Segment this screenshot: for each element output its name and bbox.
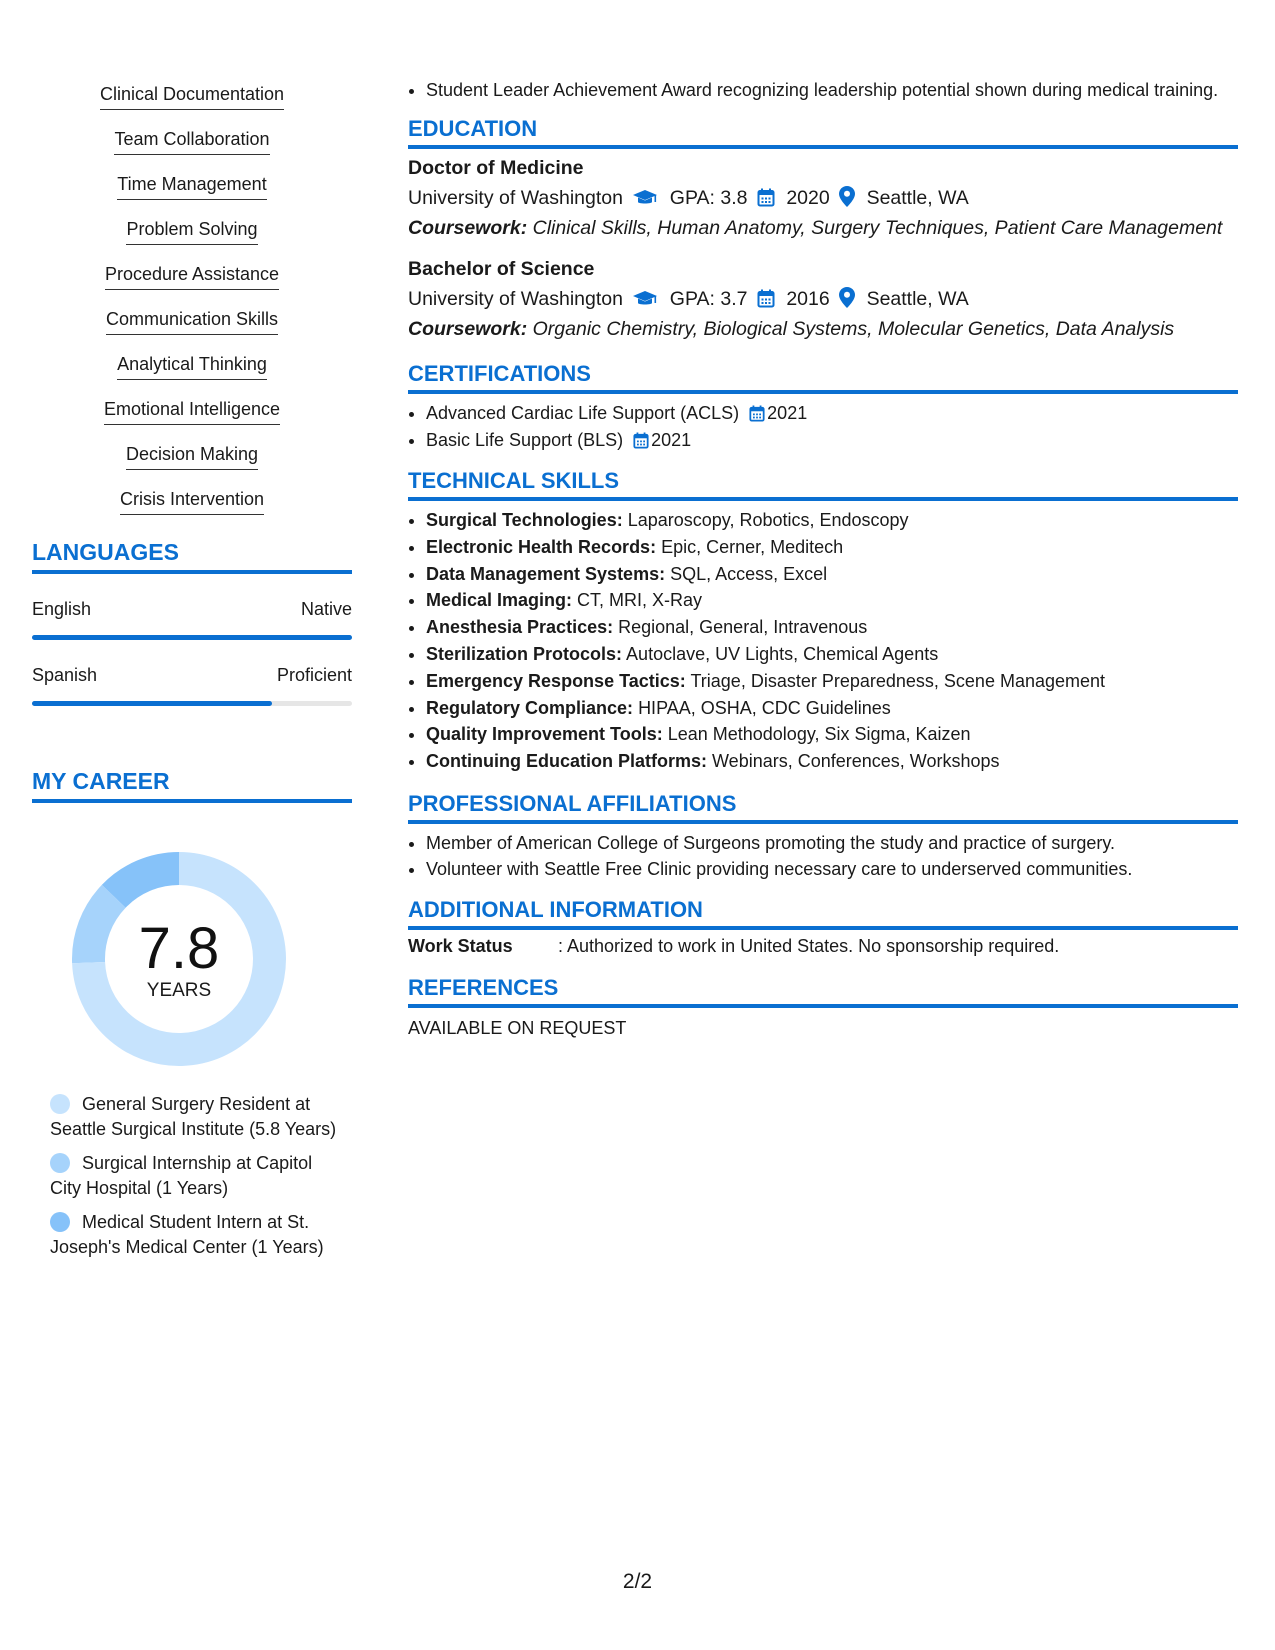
language-name: Spanish	[32, 665, 98, 685]
technical-skill-item	[426, 614, 1238, 641]
graduation-cap-icon	[632, 189, 658, 207]
technical-skill-item	[426, 587, 1238, 614]
gpa: GPA: 3.7	[669, 288, 748, 310]
technical-skill-item	[426, 641, 1238, 668]
skill-item	[32, 129, 352, 174]
technical-skill-value: Triage, Disaster Preparedness, Scene Management	[690, 670, 1106, 691]
work-status-label: Work Status	[408, 935, 513, 956]
calendar-icon	[749, 405, 765, 422]
legend-dot	[50, 1212, 70, 1232]
gpa: GPA: 3.8	[669, 187, 748, 209]
work-status-value: : Authorized to work in United States. No sponsorship required.	[558, 935, 1060, 956]
certification-year: 2021	[651, 430, 692, 450]
technical-skill-label: Electronic Health Records:	[426, 536, 657, 557]
career-legend-label: Medical Student Intern at St. Joseph's Medical Center (1 Years)	[50, 1212, 324, 1257]
coursework	[408, 216, 1238, 240]
skill-item	[32, 84, 352, 129]
skill-label: Decision Making	[126, 444, 258, 470]
technical-skill-value: SQL, Access, Excel	[670, 563, 828, 584]
affiliations-heading: PROFESSIONAL AFFILIATIONS	[408, 791, 1238, 824]
skill-label: Team Collaboration	[114, 129, 269, 155]
school-name: University of Washington	[408, 187, 623, 209]
career-legend-item	[50, 1092, 340, 1142]
certification-name: Advanced Cardiac Life Support (ACLS)	[426, 403, 740, 423]
technical-skill-label: Quality Improvement Tools:	[426, 724, 663, 745]
certification-name: Basic Life Support (BLS)	[426, 430, 624, 450]
skill-item	[32, 174, 352, 219]
skill-label: Clinical Documentation	[100, 84, 284, 110]
location-pin-icon	[839, 287, 855, 308]
skill-item	[32, 309, 352, 354]
references-text: AVAILABLE ON REQUEST	[408, 1017, 627, 1038]
technical-skill-value: Autoclave, UV Lights, Chemical Agents	[626, 643, 939, 664]
skill-item	[32, 399, 352, 444]
additional-info-section	[408, 897, 1238, 957]
technical-skill-label: Regulatory Compliance:	[426, 697, 634, 718]
coursework-text: Clinical Skills, Human Anatomy, Surgery Techniques, Patient Care Management	[532, 217, 1223, 239]
skill-label: Procedure Assistance	[105, 264, 279, 290]
certifications-list	[408, 400, 1238, 454]
education-meta	[408, 186, 1238, 210]
technical-skill-item	[426, 668, 1238, 695]
legend-dot	[50, 1094, 70, 1114]
career-total	[66, 916, 292, 1002]
technical-skill-value: CT, MRI, X-Ray	[577, 590, 703, 611]
technical-skills-section	[408, 468, 1238, 775]
technical-skill-label: Surgical Technologies:	[426, 510, 623, 530]
technical-skill-value: Lean Methodology, Six Sigma, Kaizen	[667, 724, 971, 745]
certification-item	[426, 427, 1238, 454]
career-legend-label: Surgical Internship at Capitol City Hospital (1 Years)	[50, 1153, 313, 1198]
technical-skills-heading: TECHNICAL SKILLS	[408, 468, 1238, 501]
education-meta	[408, 287, 1238, 311]
certifications-heading: CERTIFICATIONS	[408, 361, 1238, 394]
left-column	[32, 84, 352, 1257]
career-legend-item	[50, 1151, 340, 1201]
affiliations-section	[408, 791, 1238, 883]
technical-skill-label: Data Management Systems:	[426, 563, 666, 584]
career-heading: MY CAREER	[32, 768, 352, 803]
career-legend-label: General Surgery Resident at Seattle Surgical Institute (5.8 Years)	[50, 1094, 337, 1139]
coursework	[408, 317, 1238, 341]
technical-skill-value: Epic, Cerner, Meditech	[661, 536, 844, 557]
certification-item	[426, 400, 1238, 427]
education-section	[408, 116, 1238, 341]
graduation-year: 2016	[786, 288, 830, 310]
technical-skill-label: Anesthesia Practices:	[426, 617, 614, 638]
language-level: Proficient	[276, 665, 352, 685]
skill-item	[32, 444, 352, 489]
skill-item	[32, 219, 352, 264]
skill-item	[32, 264, 352, 309]
coursework-text: Organic Chemistry, Biological Systems, Molecular Genetics, Data Analysis	[532, 318, 1175, 340]
technical-skill-item	[426, 561, 1238, 588]
language-bar-fill	[32, 635, 352, 640]
languages-heading: LANGUAGES	[32, 539, 352, 574]
skill-label: Time Management	[117, 174, 266, 200]
technical-skill-item	[426, 748, 1238, 775]
skill-label: Emotional Intelligence	[104, 399, 280, 425]
career-legend	[50, 1092, 340, 1269]
technical-skill-value: Webinars, Conferences, Workshops	[712, 751, 1000, 772]
legend-dot	[50, 1153, 70, 1173]
career-total-value: 7.8	[138, 916, 220, 981]
education-entry	[408, 157, 1238, 240]
language-bar	[32, 635, 352, 640]
education-heading: EDUCATION	[408, 116, 1238, 149]
language-bar-fill	[32, 701, 272, 706]
technical-skill-value: Laparoscopy, Robotics, Endoscopy	[627, 510, 909, 530]
career-total-unit: YEARS	[146, 980, 212, 1001]
language-level: Native	[300, 599, 352, 619]
skill-label: Problem Solving	[126, 219, 257, 245]
technical-skill-item	[426, 534, 1238, 561]
affiliation-item: • Member of American College of Surgeons promoting the study and practice of surgery.	[426, 830, 1238, 857]
graduation-year: 2020	[786, 187, 830, 209]
page-number: 2/2	[622, 1570, 653, 1593]
certifications-section	[408, 361, 1238, 454]
additional-info-heading: ADDITIONAL INFORMATION	[408, 897, 1238, 930]
calendar-icon	[633, 432, 649, 449]
affiliations-list	[408, 830, 1238, 883]
coursework-label: Coursework:	[408, 318, 528, 340]
technical-skill-value: HIPAA, OSHA, CDC Guidelines	[638, 697, 891, 718]
certification-year: 2021	[767, 403, 808, 423]
location-pin-icon	[839, 186, 855, 207]
language-name: English	[32, 599, 92, 619]
career-legend-item	[50, 1210, 340, 1260]
technical-skill-label: Medical Imaging:	[426, 590, 573, 611]
skill-label: Communication Skills	[106, 309, 278, 335]
references-heading: REFERENCES	[408, 975, 1238, 1008]
skill-label: Analytical Thinking	[117, 354, 267, 380]
affiliation-item: • Volunteer with Seattle Free Clinic providing necessary care to underserved communities.	[426, 856, 1238, 883]
references-section	[408, 975, 1238, 1039]
skill-item	[32, 354, 352, 399]
education-entry	[408, 258, 1238, 341]
technical-skill-label: Continuing Education Platforms:	[426, 751, 707, 772]
school-name: University of Washington	[408, 288, 623, 310]
technical-skill-label: Sterilization Protocols:	[426, 643, 623, 664]
calendar-icon	[757, 188, 775, 207]
graduation-cap-icon	[632, 290, 658, 308]
technical-skill-item	[426, 507, 1238, 534]
language-bar	[32, 701, 352, 706]
technical-skill-value: Regional, General, Intravenous	[618, 617, 868, 638]
work-status-row	[408, 936, 1238, 957]
technical-skill-label: Emergency Response Tactics:	[426, 670, 686, 691]
degree-title: Bachelor of Science	[408, 258, 595, 280]
calendar-icon	[757, 289, 775, 308]
coursework-label: Coursework:	[408, 217, 528, 239]
location: Seattle, WA	[866, 288, 969, 310]
location: Seattle, WA	[866, 187, 969, 209]
awards-list	[408, 78, 1238, 102]
technical-skill-item	[426, 695, 1238, 722]
skill-label: Crisis Intervention	[120, 489, 264, 515]
skill-item	[32, 489, 352, 534]
award-item: • Student Leader Achievement Award recognizing leadership potential shown during medical training.	[426, 78, 1238, 102]
right-column	[408, 78, 1238, 1039]
technical-skills-list	[408, 507, 1238, 775]
skills-list	[32, 84, 352, 534]
technical-skill-item	[426, 721, 1238, 748]
degree-title: Doctor of Medicine	[408, 157, 584, 179]
